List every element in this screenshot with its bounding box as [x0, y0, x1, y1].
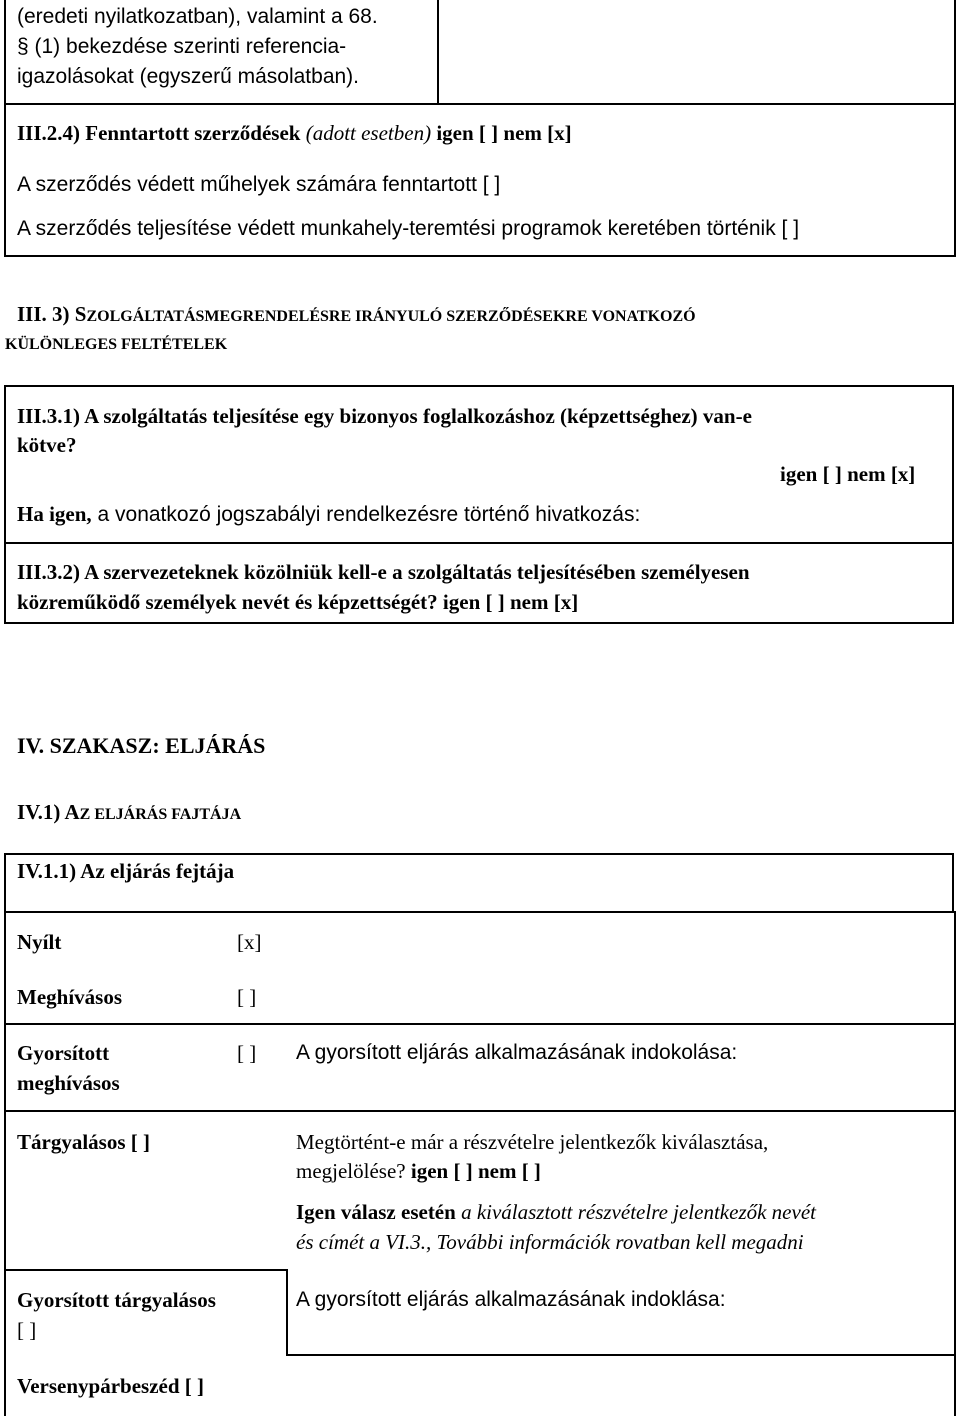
gyorsitott-meghivasos-label-2: meghívásos [17, 1071, 120, 1095]
table-border-right [954, 0, 956, 104]
eljaras-table-left [4, 911, 6, 1416]
nyilt-label: Nyílt [17, 930, 62, 954]
tail-line-2: § (1) bekezdése szerinti referencia- [17, 35, 347, 58]
iii-3-1-options: igen [ ] nem [x] [780, 462, 916, 486]
meghivasos-checkbox[interactable]: [ ] [237, 985, 257, 1009]
section-iii-3-heading-line2: KÜLÖNLEGES FELTÉTELEK [5, 336, 228, 353]
targyalasos-question-line2: megjelölése? igen [ ] nem [ ] [296, 1159, 541, 1183]
gyorsitott-targyalasos-checkbox[interactable]: [ ] [17, 1318, 37, 1342]
iii-3-1-question-line2: kötve? [17, 433, 77, 457]
vedett-muhely-line: A szerződés védett műhelyek számára fenntartott [ ] [17, 173, 501, 196]
eljaras-row-divider-3-left [4, 1269, 286, 1271]
fenntartott-heading: III.2.4) Fenntartott szerződések (adott esetben) igen [ ] nem [x] [17, 121, 572, 145]
targyalasos-answer-line2: és címét a VI.3., További információk rovatban kell megadni [296, 1230, 804, 1254]
gyorsitott-meghivasos-label-1: Gyorsított [17, 1041, 110, 1065]
nyilt-checkbox[interactable]: [x] [237, 930, 262, 954]
table-cell-divider [437, 0, 439, 104]
targyalasos-question-line1: Megtörtént-e már a részvételre jelentkezők kiválasztása, [296, 1130, 769, 1154]
gyorsitott-targyalasos-label-1: Gyorsított tárgyalásos [17, 1288, 216, 1312]
tail-line-1: (eredeti nyilatkozatban), valamint a 68. [17, 5, 378, 28]
targyalasos-answer-line1: Igen válasz esetén a kiválasztott részvételre jelentkezők nevét [296, 1200, 816, 1224]
targyalasos-label[interactable]: Tárgyalásos [ ] [17, 1130, 150, 1154]
section-iv-title: IV. SZAKASZ: ELJÁRÁS [17, 733, 266, 758]
eljaras-fajta-title: IV.1.1) Az eljárás fejtája [17, 859, 235, 883]
eljaras-row-divider-1 [4, 1023, 956, 1025]
eljaras-table-top [4, 911, 956, 913]
gyorsitott-meghivasos-checkbox[interactable]: [ ] [237, 1041, 257, 1065]
versenyparbeszed-label[interactable]: Versenypárbeszéd [ ] [17, 1374, 205, 1398]
iii-3-2-question-line1: III.3.2) A szervezeteknek közölniük kell-e a szolgáltatás teljesítésében személyesen [17, 560, 750, 584]
eljaras-col-divider [286, 1269, 288, 1356]
iii-3-divider [4, 542, 954, 544]
section-iii-3-heading: III. 3) SZOLGÁLTATÁSMEGRENDELÉSRE IRÁNYULÓ SZERZŐDÉSEKRE VONATKOZÓ [17, 302, 696, 326]
eljaras-row-divider-3-right [286, 1354, 956, 1356]
meghivasos-label: Meghívásos [17, 985, 122, 1009]
eljaras-table-right [954, 911, 956, 1416]
iii-3-1-question-line1: III.3.1) A szolgáltatás teljesítése egy bizonyos foglalkozáshoz (képzettséghez) van-e [17, 404, 752, 428]
tail-line-3: igazolásokat (egyszerű másolatban). [17, 65, 360, 88]
gyorsitott-meghivasos-reason: A gyorsított eljárás alkalmazásának indokolása: [296, 1041, 738, 1064]
table-border-left [4, 0, 6, 104]
iii-3-1-reference: Ha igen, a vonatkozó jogszabályi rendelkezésre történő hivatkozás: [17, 502, 641, 526]
eljaras-row-divider-2 [4, 1110, 956, 1112]
gyorsitott-targyalasos-reason: A gyorsított eljárás alkalmazásának indoklása: [296, 1288, 726, 1311]
iii-3-2-question-line2: közreműködő személyek nevét és képzettségét? igen [ ] nem [x] [17, 590, 579, 614]
vedett-munkahely-line: A szerződés teljesítése védett munkahely-teremtési programok keretében történik [ ] [17, 217, 800, 240]
section-iv-1-heading: IV.1) AZ ELJÁRÁS FAJTÁJA [17, 800, 242, 824]
